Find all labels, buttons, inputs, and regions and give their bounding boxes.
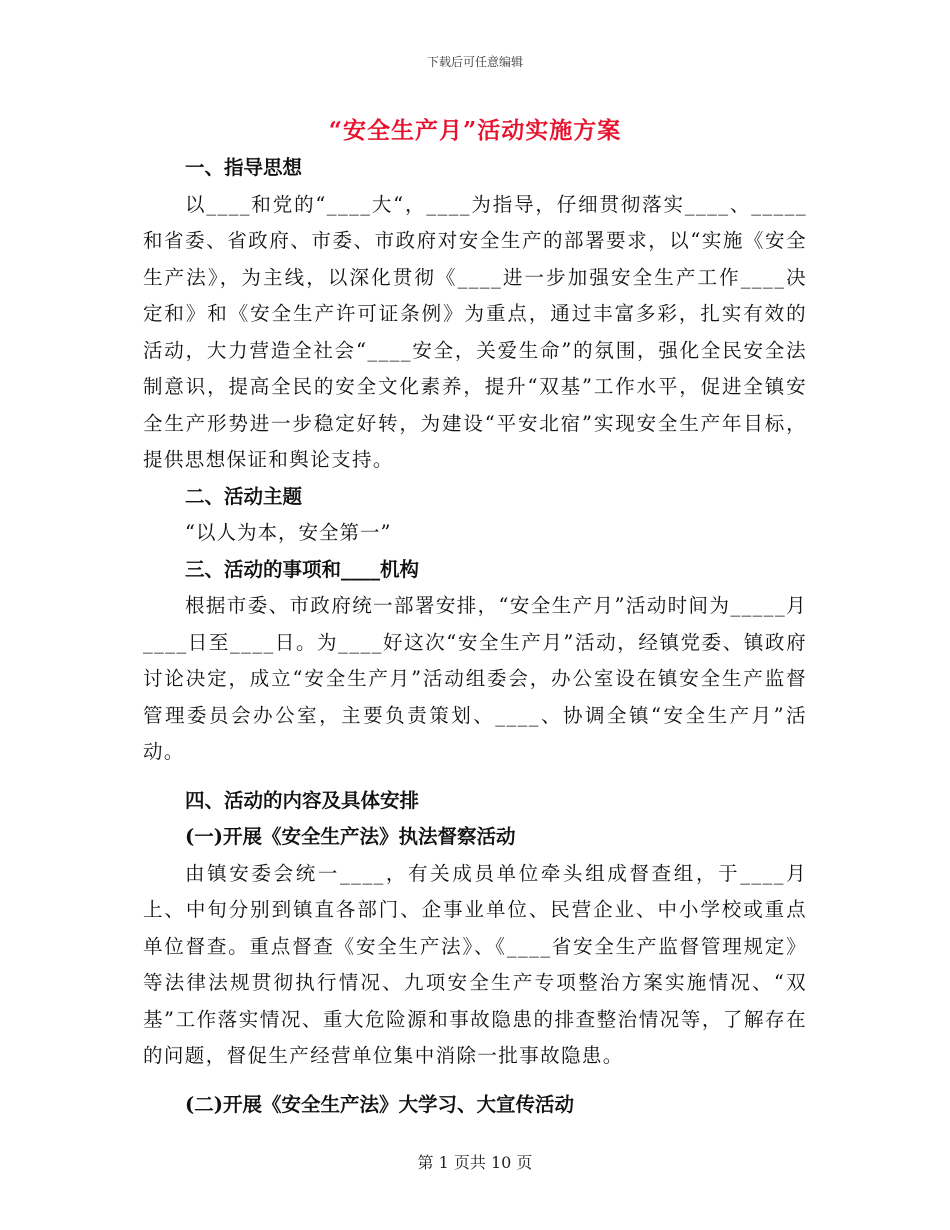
header-note: 下载后可任意编辑 bbox=[426, 55, 523, 69]
section-heading-activity-organization: 三、活动的事项和____机构 bbox=[185, 557, 420, 581]
page-number: 第 1 页共 10 页 bbox=[417, 1153, 533, 1172]
section-spacer bbox=[143, 771, 807, 783]
section-paragraph-activity-organization: 根据市委、市政府统一部署安排，“安全生产月”活动时间为_____月____日至____日。为____好这次“安全生产月”活动，经镇党委、镇政府讨论决定，成立“安全生产月”活动组委会，办公室设在镇安全生产监督管理委员会办公室，主要负责策划、____、协调全镇“安全生产月”活动。 bbox=[143, 594, 807, 763]
document-title: “安全生产月”活动实施方案 bbox=[328, 117, 622, 144]
subsection-heading-enforcement: (一)开展《安全生产法》执法督察活动 bbox=[185, 825, 516, 848]
section-spacer bbox=[143, 1075, 807, 1087]
section-paragraph-activity-theme: “以人为本，安全第一” bbox=[185, 521, 392, 544]
document-body bbox=[143, 150, 807, 1123]
section-heading-guiding-ideology: 一、指导思想 bbox=[185, 156, 303, 179]
section-paragraph-guiding-ideology: 以____和党的“____大“，____为指导，仔细贯彻落实____、_____和省委、省政府、市委、市政府对安全生产的部署要求，以“实施《安全生产法》，为主线，以深化贯彻《____进一步加强安全生产工作____决定和》和《安全生产许可证条例》为重点，通过丰富多彩，扎实有效的活动，大力营造全社会“____安全，关爱生命”的氛围，强化全民安全法制意识，提高全民的安全文化素养，提升“双基”工作水平，促进全镇安全生产形势进一步稳定好转，为建设“平安北宿”实现安全生产年目标，提供思想保证和舆论支持。 bbox=[143, 192, 807, 471]
section-heading-activity-content: 四、活动的内容及具体安排 bbox=[185, 788, 420, 812]
section-heading-activity-theme: 二、活动主题 bbox=[185, 484, 303, 508]
subsection-heading-study-publicity: (二)开展《安全生产法》大学习、大宣传活动 bbox=[185, 1092, 574, 1116]
subsection-paragraph-enforcement: 由镇安委会统一____，有关成员单位牵头组成督查组，于____月上、中旬分别到镇直各部门、企事业单位、民营企业、中小学校或重点单位督查。重点督查《安全生产法》、《____省安全生产监督管理规定》等法律法规贯彻执行情况、九项安全生产专项整治方案实施情况、“双基”工作落实情况、重大危险源和事故隐患的排查整治情况等，了解存在的问题，督促生产经营单位集中消除一批事故隐患。 bbox=[143, 861, 807, 1067]
